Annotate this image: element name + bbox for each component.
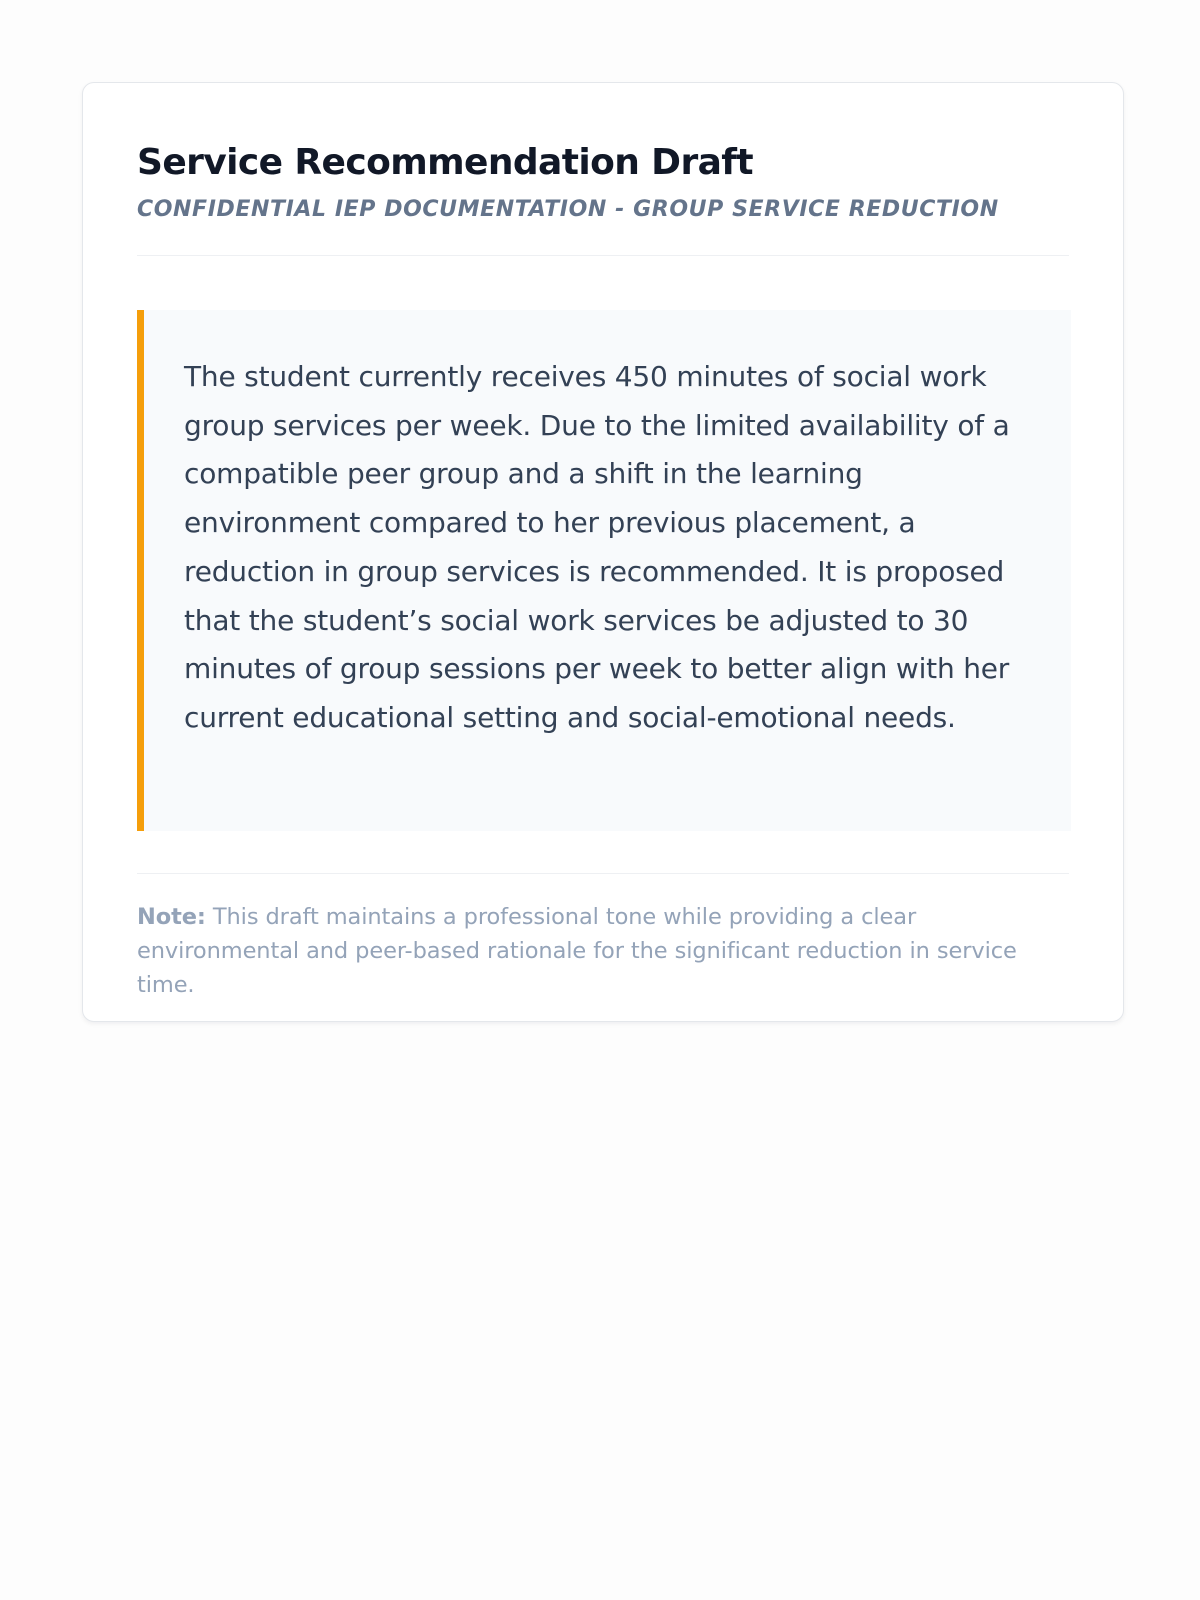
- recommendation-text: The student currently receives 450 minutes of social work group services per week. Due to the limited availability of a compatible peer group and a shift in the learning environment compared to her previous placement, a reduction in group services is recommended. It is proposed that the student’s social work services be adjusted to 30 minutes of group sessions per week to better align with her current educational setting and social-emotional needs.: [184, 360, 1010, 734]
- note-text: This draft maintains a professional tone while providing a clear environmental and peer-based rationale for the significant reduction in service time.: [137, 904, 1017, 998]
- recommendation-block: [137, 310, 1071, 831]
- page-title: Service Recommendation Draft: [137, 142, 753, 183]
- document-subtitle: CONFIDENTIAL IEP DOCUMENTATION - GROUP SERVICE REDUCTION: [137, 197, 999, 222]
- footer-divider: [137, 873, 1069, 874]
- document-card: [82, 82, 1124, 1022]
- header-divider: [137, 255, 1069, 256]
- note: [137, 900, 1069, 1002]
- note-label: Note:: [137, 904, 206, 930]
